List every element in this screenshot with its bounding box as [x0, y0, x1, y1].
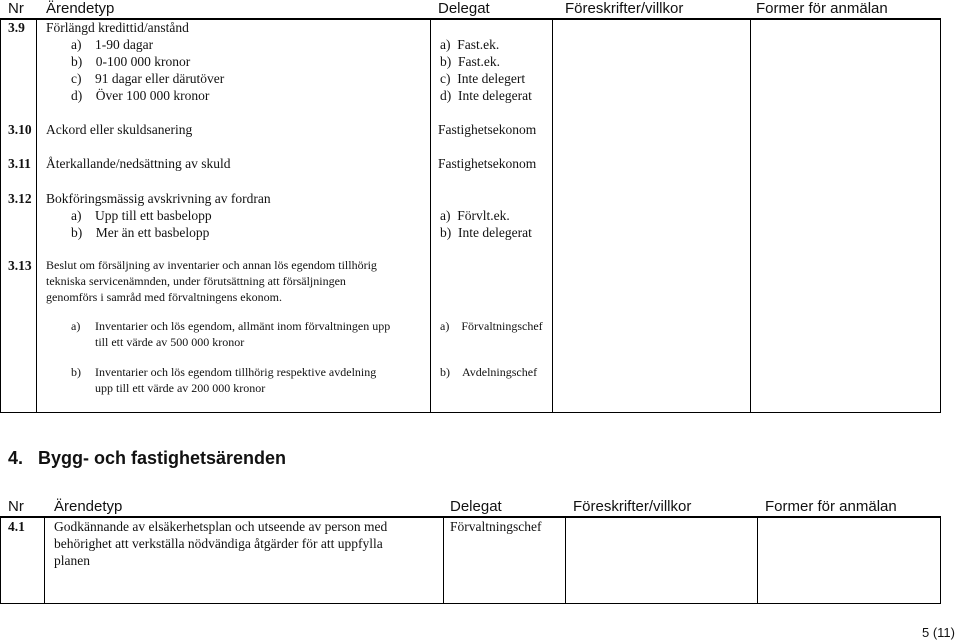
table2-col-divider-4	[757, 516, 758, 604]
table1-col-divider-4	[750, 18, 751, 413]
header-nr: Nr	[8, 0, 24, 17]
list-item: b) Mer än ett basbelopp	[71, 225, 210, 240]
table1-col-divider-3	[552, 18, 553, 413]
row-title: Ackord eller skuldsanering	[46, 122, 193, 137]
list-item: d) Över 100 000 kronor	[71, 88, 210, 103]
table2-left-border	[0, 516, 1, 604]
table2-bottom-border	[0, 603, 941, 604]
table1-col-divider-1	[36, 18, 37, 413]
list-item: a) 1-90 dagar	[71, 37, 154, 52]
item-b-marker: b)	[71, 365, 81, 379]
delegate: Fastighetsekonom	[438, 122, 537, 137]
row-nr: 3.11	[8, 156, 31, 171]
delegate: Förvaltningschef	[450, 519, 542, 534]
list-item: b) 0-100 000 kronor	[71, 54, 191, 69]
list-item: a) Upp till ett basbelopp	[71, 208, 212, 223]
header-foreskrifter: Föreskrifter/villkor	[573, 498, 692, 515]
row-nr: 4.1	[8, 519, 25, 534]
row-text-line: Godkännande av elsäkerhetsplan och utseende av person med	[54, 519, 388, 534]
item-b-line: upp till ett värde av 200 000 kronor	[95, 381, 266, 395]
header-delegat: Delegat	[450, 498, 502, 515]
header-former: Former för anmälan	[765, 498, 897, 515]
row-nr: 3.12	[8, 191, 32, 206]
row-title: Bokföringsmässig avskrivning av fordran	[46, 191, 271, 206]
table1-left-border	[0, 18, 1, 413]
section-heading: 4. Bygg- och fastighetsärenden	[8, 448, 287, 468]
header-foreskrifter: Föreskrifter/villkor	[565, 0, 684, 17]
header-former: Former för anmälan	[756, 0, 888, 17]
row-intro-line: Beslut om försäljning av inventarier och annan lös egendom tillhörig	[46, 258, 377, 272]
row-intro-line: tekniska servicenämnden, under förutsättning att försäljningen	[46, 274, 346, 288]
delegate: a) Förvaltningschef	[440, 319, 543, 333]
row-nr: 3.9	[8, 20, 25, 35]
delegate: c) Inte delegert	[440, 71, 526, 86]
table1-right-border	[940, 18, 941, 413]
row-intro-line: genomförs i samråd med förvaltningens ekonom.	[46, 290, 282, 304]
header-nr: Nr	[8, 498, 24, 515]
table1-col-divider-2	[430, 18, 431, 413]
table2-col-divider-1	[44, 516, 45, 604]
delegate: d) Inte delegerat	[440, 88, 532, 103]
table2-col-divider-2	[443, 516, 444, 604]
item-b-line: Inventarier och lös egendom tillhörig respektive avdelning	[95, 365, 377, 379]
delegate: a) Förvlt.ek.	[440, 208, 510, 223]
table2-right-border	[940, 516, 941, 604]
delegate: b) Avdelningschef	[440, 365, 538, 379]
item-a-line: Inventarier och lös egendom, allmänt inom förvaltningen upp	[95, 319, 391, 333]
delegate: Fastighetsekonom	[438, 156, 537, 171]
item-a-marker: a)	[71, 319, 81, 333]
row-nr: 3.13	[8, 258, 32, 273]
row-text-line: planen	[54, 553, 90, 568]
delegate: b) Fast.ek.	[440, 54, 500, 69]
header-delegat: Delegat	[438, 0, 490, 17]
table2-col-divider-3	[565, 516, 566, 604]
delegate: b) Inte delegerat	[440, 225, 532, 240]
row-text-line: behörighet att verkställa nödvändiga åtgärder för att uppfylla	[54, 536, 383, 551]
list-item: c) 91 dagar eller därutöver	[71, 71, 225, 86]
row-title: Förlängd kredittid/anstånd	[46, 20, 189, 35]
header-arendetyp: Ärendetyp	[54, 498, 123, 515]
table1-bottom-border	[0, 412, 941, 413]
row-nr: 3.10	[8, 122, 32, 137]
row-title: Återkallande/nedsättning av skuld	[46, 156, 231, 171]
delegate: a) Fast.ek.	[440, 37, 500, 52]
page-number: 5 (11)	[922, 625, 955, 640]
item-a-line: till ett värde av 500 000 kronor	[95, 335, 245, 349]
header-arendetyp: Ärendetyp	[46, 0, 115, 17]
